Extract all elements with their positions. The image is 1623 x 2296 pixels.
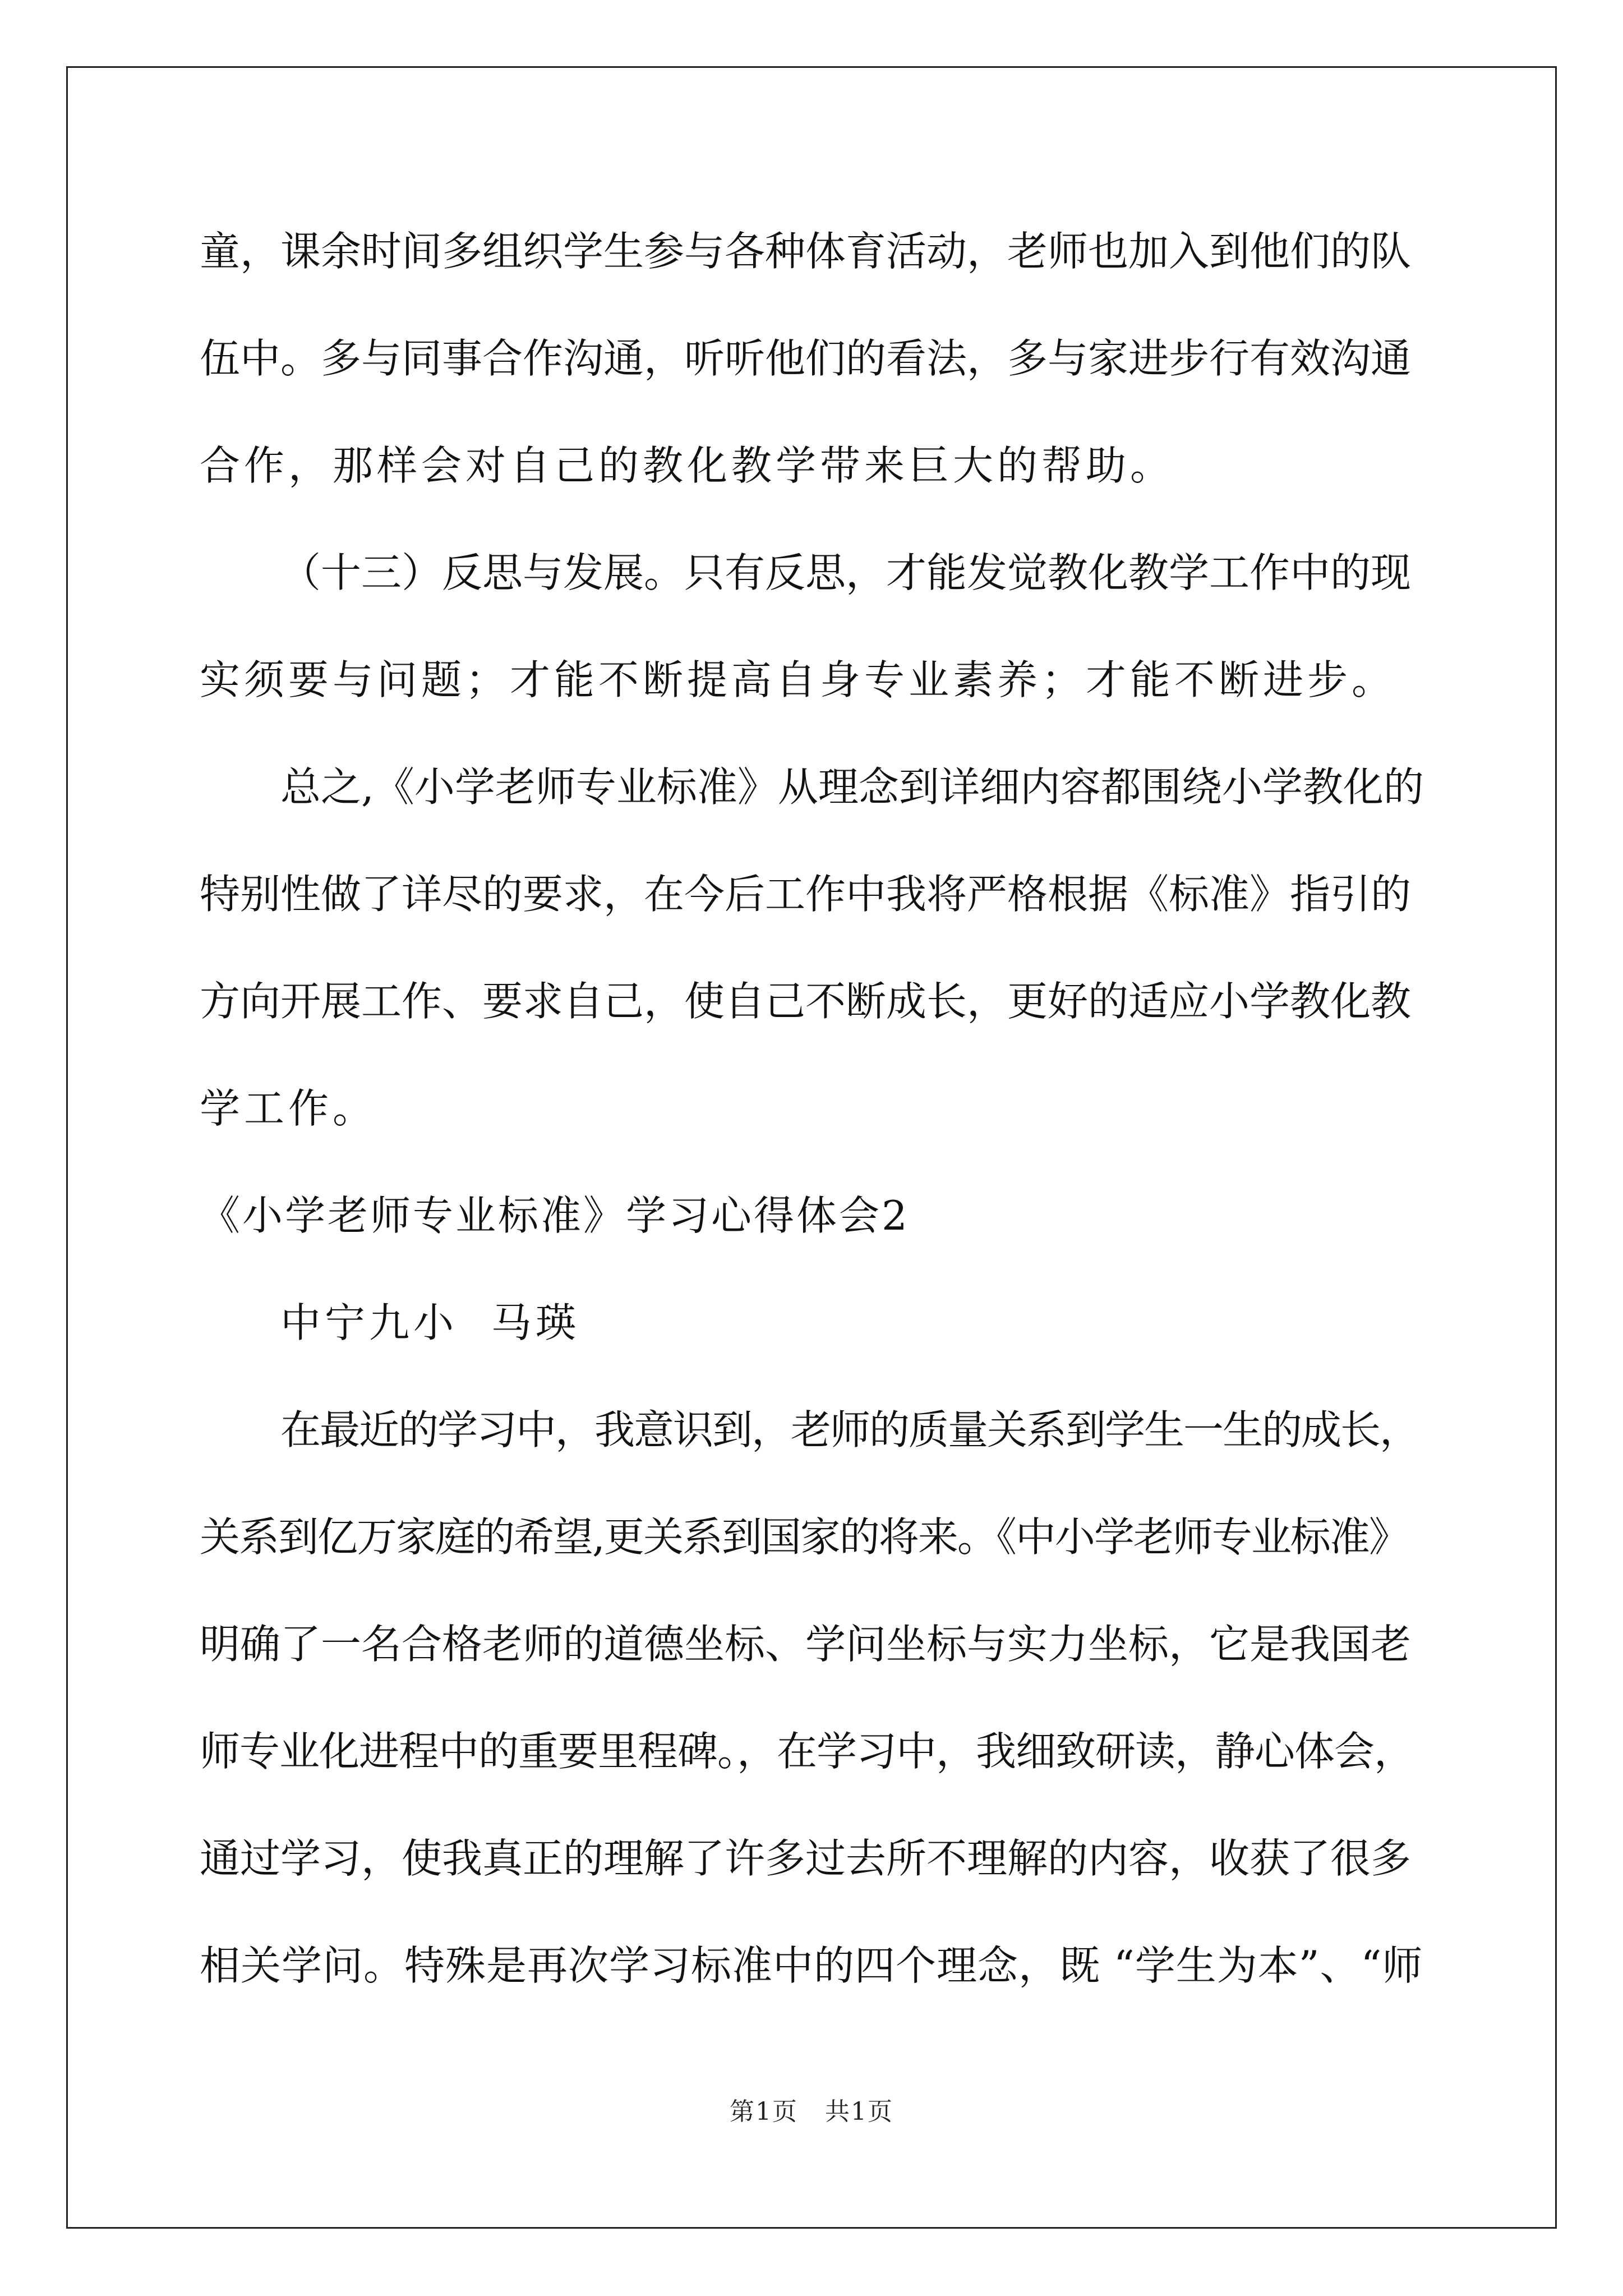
text-line: 总之,《小学老师专业标准》从理念到详细内容都围绕小学教化的 bbox=[280, 763, 1424, 811]
text-line: 明确了一名合格老师的道德坐标、学问坐标与实力坐标，它是我国老 bbox=[200, 1621, 1412, 1668]
author-line: 中宁九小 马瑛 bbox=[280, 1299, 580, 1346]
document-body bbox=[200, 212, 1426, 2033]
text-line: （十三）反思与发展。只有反思，才能发觉教化教学工作中的现 bbox=[280, 549, 1412, 596]
text-line: 特别性做了详尽的要求，在今后工作中我将严格根据《标准》指引的 bbox=[200, 871, 1412, 918]
text-line: 通过学习，使我真正的理解了许多过去所不理解的内容，收获了很多 bbox=[200, 1835, 1412, 1882]
text-line: 方向开展工作、要求自己，使自己不断成长，更好的适应小学教化教 bbox=[200, 978, 1412, 1025]
text-line: 在最近的学习中，我意识到，老师的质量关系到学生一生的成长， bbox=[280, 1406, 1419, 1453]
text-line: 合作，那样会对自己的教化教学带来巨大的帮助。 bbox=[200, 442, 1175, 489]
text-line: 伍中。多与同事合作沟通，听听他们的看法，多与家进步行有效沟通 bbox=[200, 335, 1412, 382]
text-line: 学工作。 bbox=[200, 1085, 377, 1132]
text-line: 相关学问。特殊是再次学习标准中的四个理念，既 “学生为本”、“师 bbox=[200, 1942, 1423, 1989]
text-line: 关系到亿万家庭的希望,更关系到国家的将来。《中小学老师专业标准》 bbox=[200, 1513, 1408, 1561]
text-line: 实须要与问题；才能不断提高自身专业素养；才能不断进步。 bbox=[200, 656, 1396, 703]
text-line: 童，课余时间多组织学生参与各种体育活动，老师也加入到他们的队 bbox=[200, 228, 1412, 275]
section-title: 《小学老师专业标准》学习心得体会2 bbox=[200, 1192, 910, 1239]
text-line: 师专业化进程中的重要里程碑。，在学习中，我细致研读，静心体会， bbox=[200, 1728, 1414, 1775]
page-footer: 第1页 共1页 bbox=[730, 2097, 893, 2126]
